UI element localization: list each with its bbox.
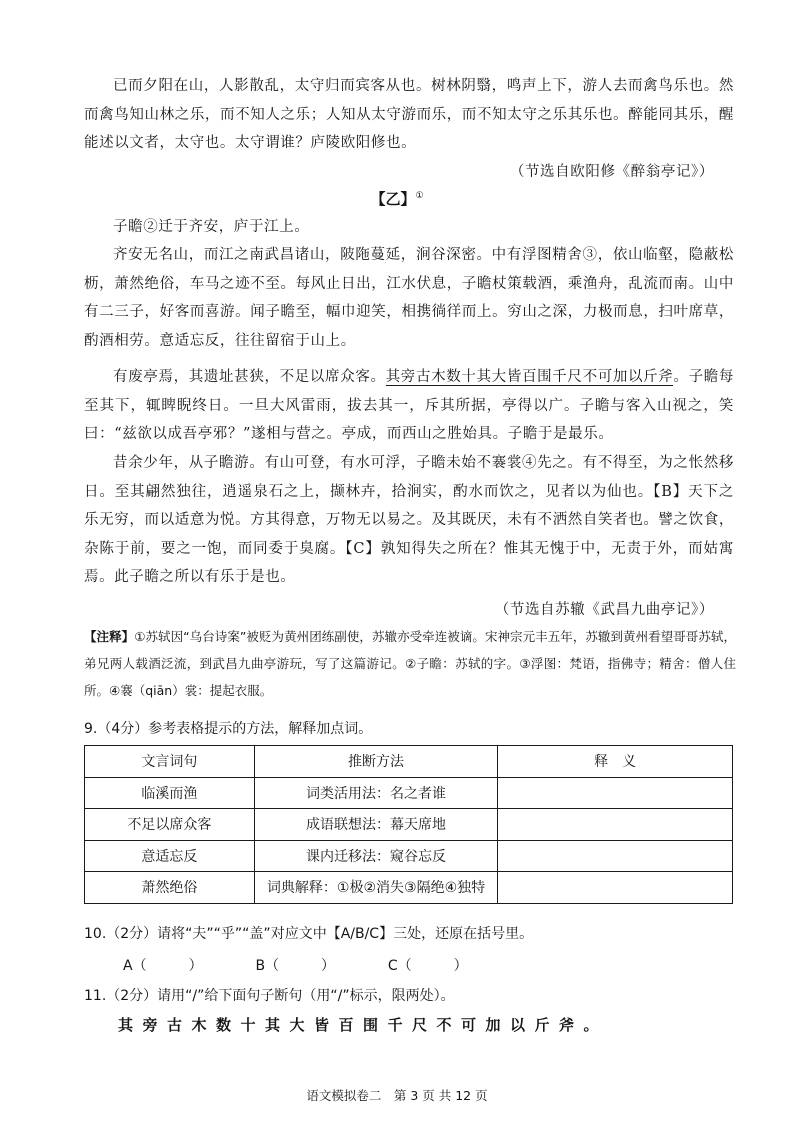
table-cell-method: 词典解释：①极②消失③隔绝④独特: [254, 872, 498, 904]
passage-jia-source: （节选自欧阳修《醉翁亭记》）: [509, 164, 714, 180]
annotation-label: 【注释】: [84, 629, 135, 644]
table-cell-answer[interactable]: [498, 872, 733, 904]
question-11-sentence[interactable]: 其旁古木数十其大皆百围千尺不可加以斤斧。: [118, 1016, 609, 1034]
passage-yi-paragraph-2: 齐安无名山，而江之南武昌诸山，陂陁蔓延，涧谷深密。中有浮图精舍③，依山临壑，隐蔽松枥，萧然绝俗，车马之迹不至。每风止日出，江水伏息，子瞻杖策载酒，乘渔舟，乱流而南。山中有二三子，好客而喜游。闻子瞻至，幅巾迎笑，相携徜徉而上。穷山之深，力极而息，扫叶席草，酌酒相劳。意适忘反，往往留宿于山上。: [84, 247, 734, 349]
passage-yi-source: （节选自苏辙《武昌九曲亭记》）: [494, 602, 714, 618]
answer-blank-b[interactable]: B（ ）: [255, 958, 336, 974]
table-cell-answer[interactable]: [498, 809, 733, 841]
passage-yi-heading-note: ①: [415, 191, 424, 201]
answer-blank-c[interactable]: C（ ）: [387, 958, 468, 974]
table-header: 释 义: [498, 746, 733, 778]
table-cell-phrase: 不足以席众客: [85, 809, 255, 841]
underlined-sentence: 其旁古木数十其大皆百围千尺不可加以斤斧: [385, 369, 674, 385]
passage-yi-paragraph-1: 子瞻②迁于齐安，庐于江上。: [113, 219, 310, 235]
passage-yi-heading: [0, 188, 794, 209]
table-header-row: [85, 746, 733, 778]
table-row: [85, 872, 733, 904]
table-cell-method: 词类活用法：名之者谁: [254, 777, 498, 809]
table-header: 推断方法: [254, 746, 498, 778]
question-10-choices: [123, 955, 516, 975]
annotation-text: ①苏轼因“乌台诗案”被贬为黄州团练副使，苏辙亦受牵连被谪。宋神宗元丰五年，苏辙到黄州看望哥哥苏轼，弟兄两人载酒泛流，到武昌九曲亭游玩，写了这篇游记。②子瞻：苏轼的字。③浮图：梵语，指佛寺；精舍：僧人住所。④褰（qiān）裳：提起衣服。: [84, 629, 736, 698]
passage-yi-paragraph-4: 昔余少年，从子瞻游。有山可登，有水可浮，子瞻未始不褰裳④先之。有不得至，为之怅然移日。至其翩然独往，逍遥泉石之上，撷林卉，拾涧实，酌水而饮之，见者以为仙也。【B】天下之乐无穷，而以适意为悦。方其得意，万物无以易之。及其既厌，未有不洒然自笑者也。譬之饮食，杂陈于前，要之一饱，而同委于臭腐。【C】孰知得失之所在？惟其无愧于中，无责于外，而姑寓焉。此子瞻之所以有乐于是也。: [84, 455, 734, 585]
table-cell-method: 课内迁移法：窥谷忘反: [254, 840, 498, 872]
annotation-note: [84, 623, 736, 704]
passage-yi-heading-label: 【乙】: [370, 190, 416, 208]
question-11-prompt: 11.（2分）请用“/”给下面句子断句（用“/”标示，限两处）。: [84, 988, 455, 1004]
passage-yi-paragraph-3: [84, 363, 734, 449]
table-row: [85, 809, 733, 841]
table-cell-answer[interactable]: [498, 840, 733, 872]
paragraph-3-rest: 。子瞻每至其下，辄睥睨终日。一旦大风雷雨，拔去其一，斥其所据，亭得以广。子瞻与客入山视之，笑曰：“兹欲以成吾亭邪？”遂相与营之。亭成，而西山之胜始具。子瞻于是最乐。: [84, 369, 734, 442]
table-cell-method: 成语联想法：幕天席地: [254, 809, 498, 841]
table-cell-phrase: 萧然绝俗: [85, 872, 255, 904]
page-footer: 语文模拟卷二 第 3 页 共 12 页: [306, 1088, 488, 1103]
passage-jia-text: 已而夕阳在山，人影散乱，太守归而宾客从也。树林阴翳，鸣声上下，游人去而禽鸟乐也。然而禽鸟知山林之乐，而不知人之乐；人知从太守游而乐，而不知太守之乐其乐也。醉能同其乐，醒能述以文者，太守也。太守谓谁？庐陵欧阳修也。: [84, 78, 734, 151]
question-9-table: [84, 745, 733, 904]
question-9-prompt: 9.（4分）参考表格提示的方法，解释加点词。: [84, 721, 373, 737]
table-cell-answer[interactable]: [498, 777, 733, 809]
table-row: [85, 840, 733, 872]
table-header: 文言词句: [85, 746, 255, 778]
answer-blank-a[interactable]: A（ ）: [123, 958, 203, 974]
question-10-prompt: 10.（2分）请将“夫”“乎”“盖”对应文中【A/B/C】三处，还原在括号里。: [84, 926, 534, 942]
paragraph-3-lead: 有废亭焉，其遗址甚狭，不足以席众客。: [113, 369, 386, 385]
table-cell-phrase: 意适忘反: [85, 840, 255, 872]
table-row: [85, 777, 733, 809]
table-cell-phrase: 临溪而渔: [85, 777, 255, 809]
